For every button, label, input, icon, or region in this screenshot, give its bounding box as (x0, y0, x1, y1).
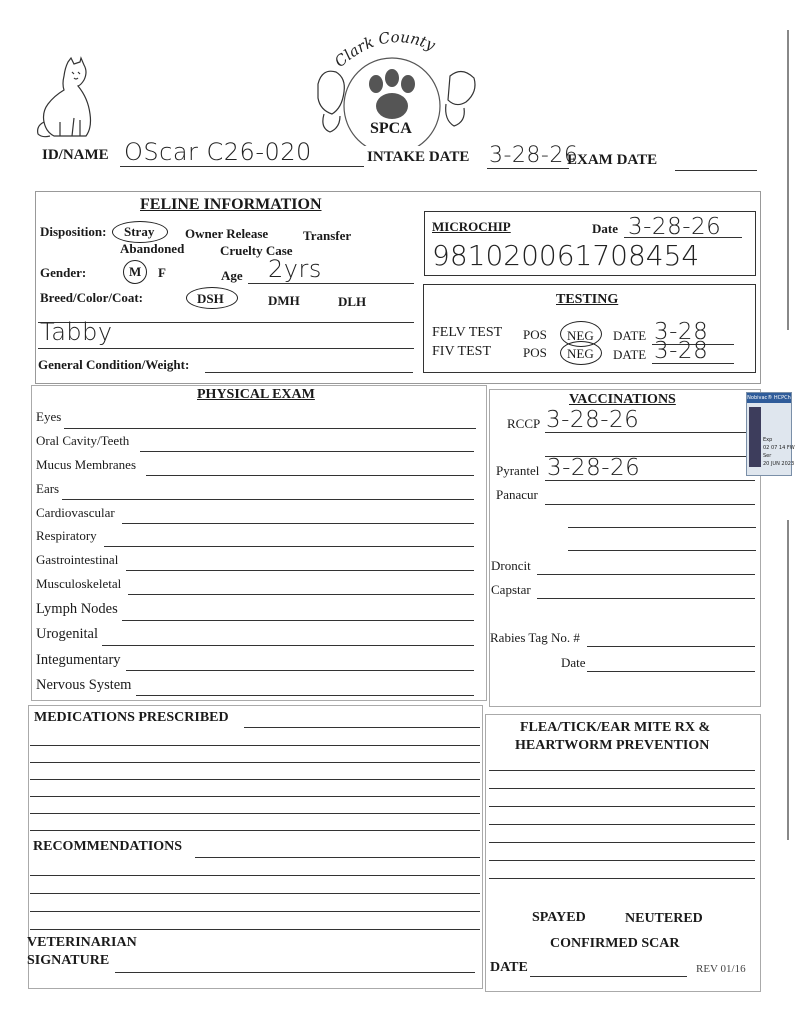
recommendations-title: RECOMMENDATIONS (33, 839, 183, 854)
intake-date-label: INTAKE DATE (367, 149, 470, 165)
id-name-label: ID/NAME (42, 147, 109, 163)
pe-ears: Ears (36, 481, 60, 496)
veterinarian-label: VETERINARIAN (27, 935, 137, 950)
fiv-test-label: FIV TEST (432, 344, 491, 359)
color-value[interactable]: Tabby (40, 318, 113, 346)
pe-integumentary: Integumentary (36, 652, 121, 668)
microchip-date-value[interactable]: 3-28-26 (628, 214, 722, 240)
fiv-neg[interactable]: NEG (567, 346, 594, 361)
physical-exam-title: PHYSICAL EXAM (197, 387, 315, 402)
intake-date-value[interactable]: 3-28-26 (489, 143, 579, 168)
fiv-pos[interactable]: POS (523, 345, 547, 360)
scan-edge-mark-2 (787, 520, 789, 840)
pe-nervous: Nervous System (36, 677, 132, 693)
disp-transfer[interactable]: Transfer (303, 228, 352, 243)
rccp-value[interactable]: 3-28-26 (546, 407, 640, 433)
medications-title: MEDICATIONS PRESCRIBED (34, 710, 229, 725)
logo-arc-text: Clark County (331, 28, 438, 71)
neutered-option[interactable]: NEUTERED (625, 911, 703, 926)
sticker-exp-label: Exp (763, 437, 773, 443)
id-name-value[interactable]: OScar C26-020 (124, 138, 312, 166)
testing-title: TESTING (556, 292, 619, 307)
pe-lymph: Lymph Nodes (36, 601, 118, 617)
panacur-label: Panacur (496, 487, 538, 502)
exam-date-label: EXAM DATE (567, 152, 658, 168)
capstar-label: Capstar (491, 582, 531, 597)
pe-urogenital: Urogenital (36, 626, 99, 642)
disp-owner-release[interactable]: Owner Release (185, 226, 269, 241)
pe-gastro: Gastrointestinal (36, 552, 119, 567)
breed-dsh[interactable]: DSH (197, 291, 224, 306)
sticker-ser: 20 JUN 2023 (763, 461, 795, 467)
breed-label: Breed/Color/Coat: (40, 290, 144, 305)
rabies-label: Rabies Tag No. # (490, 630, 580, 645)
cat-illustration (34, 56, 104, 140)
age-value[interactable]: 2yrs (268, 255, 322, 283)
microchip-label: MICROCHIP (432, 219, 511, 234)
felv-date-label: DATE (613, 328, 647, 343)
general-condition-label: General Condition/Weight: (38, 357, 190, 372)
disp-abandoned[interactable]: Abandoned (120, 241, 185, 256)
rabies-date-label: Date (561, 655, 586, 670)
disposition-label: Disposition: (40, 224, 107, 239)
disp-cruelty-case[interactable]: Cruelty Case (220, 243, 293, 258)
flea-date-label: DATE (490, 960, 528, 975)
pe-oral: Oral Cavity/Teeth (36, 433, 130, 448)
breed-dlh[interactable]: DLH (338, 294, 367, 309)
confirmed-scar-label: CONFIRMED SCAR (550, 936, 680, 951)
gender-label: Gender: (40, 265, 87, 280)
felv-test-label: FELV TEST (432, 325, 503, 340)
age-label: Age (221, 268, 243, 283)
pe-eyes: Eyes (36, 409, 62, 424)
pe-mucus: Mucus Membranes (36, 457, 137, 472)
felv-date-value[interactable]: 3-28 (654, 319, 709, 345)
pyrantel-label: Pyrantel (496, 463, 540, 478)
gender-m[interactable]: M (129, 264, 142, 279)
sticker-brand: Nobivac® HCPCh (747, 395, 791, 401)
pe-cardio: Cardiovascular (36, 505, 115, 520)
microchip-number[interactable]: 981020061708454 (432, 239, 700, 272)
feline-info-title: FELINE INFORMATION (140, 196, 322, 213)
scan-edge-mark (787, 30, 789, 330)
fiv-date-label: DATE (613, 347, 647, 362)
pyrantel-value[interactable]: 3-28-26 (547, 455, 641, 481)
vaccinations-box (489, 389, 761, 707)
gender-f[interactable]: F (158, 265, 166, 280)
revision-label: REV 01/16 (696, 963, 746, 975)
pe-musculo: Musculoskeletal (36, 576, 122, 591)
felv-pos[interactable]: POS (523, 327, 547, 342)
logo-spca-text: SPCA (370, 120, 412, 137)
logo-emblem (300, 28, 485, 146)
vaccine-sticker (746, 392, 795, 476)
fiv-date-value[interactable]: 3-28 (654, 338, 709, 364)
droncit-label: Droncit (491, 558, 531, 573)
sticker-ser-label: Ser (763, 453, 772, 459)
flea-title-2: HEARTWORM PREVENTION (515, 738, 710, 753)
microchip-date-label: Date (592, 221, 618, 236)
felv-neg[interactable]: NEG (567, 328, 594, 343)
vaccinations-title: VACCINATIONS (569, 392, 676, 407)
flea-title-1: FLEA/TICK/EAR MITE RX & (520, 720, 711, 735)
spayed-option[interactable]: SPAYED (532, 910, 586, 925)
sticker-exp: 02 07 14 FW (763, 445, 795, 451)
breed-dmh[interactable]: DMH (268, 293, 300, 308)
svg-text:Clark County (331, 28, 438, 71)
disp-stray[interactable]: Stray (124, 224, 155, 239)
pe-resp: Respiratory (36, 528, 97, 543)
signature-label: SIGNATURE (27, 953, 110, 968)
rccp-label: RCCP (507, 416, 541, 431)
